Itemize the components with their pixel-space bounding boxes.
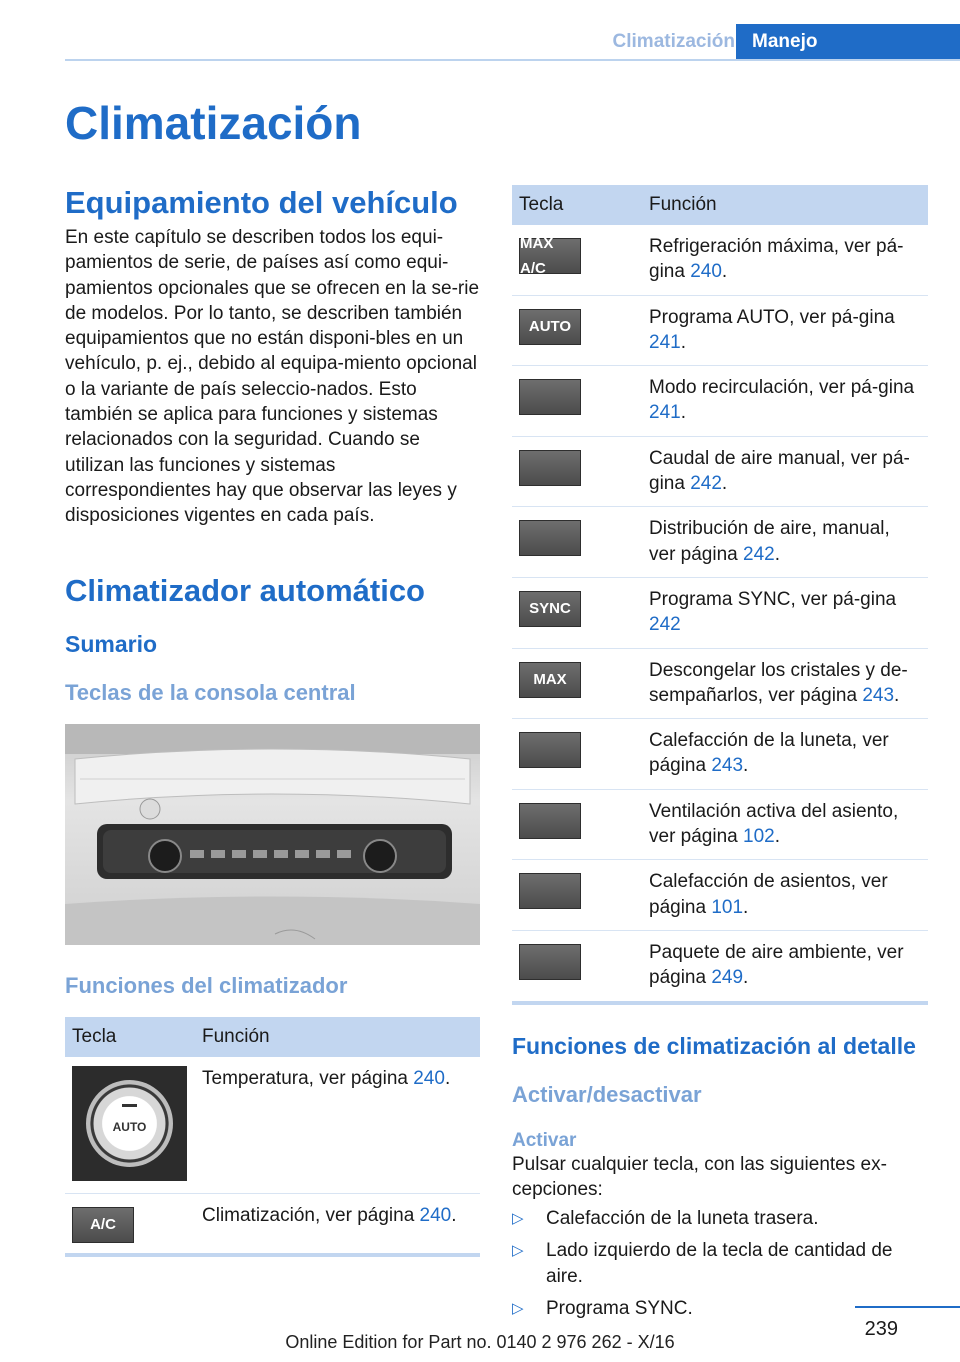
col-key-header: Tecla — [512, 185, 642, 225]
col-key-header: Tecla — [65, 1017, 195, 1057]
page-link[interactable]: 102 — [743, 826, 775, 848]
header-section: Climatización — [612, 31, 735, 52]
header-rule — [65, 59, 960, 61]
air-distribution-icon — [519, 520, 581, 556]
table-row: Ventilación activa del asiento, ver página 102. — [512, 789, 928, 860]
table-row: AUTO Temperatura, ver página 240. — [65, 1057, 480, 1194]
table-row: Calefacción de la luneta, ver página 243. — [512, 719, 928, 790]
console-illustration — [65, 724, 480, 945]
seat-ventilation-icon — [519, 803, 581, 839]
activar-heading: Activar — [512, 1129, 577, 1151]
page-link[interactable]: 101 — [711, 896, 744, 918]
header-tab[interactable]: Manejo — [736, 24, 960, 61]
max-ac-icon: MAX A/C — [519, 238, 581, 274]
auto-climate-heading: Climatizador automático — [65, 572, 425, 608]
detail-heading: Funciones de climatización al detalle — [512, 1032, 916, 1059]
sumario-heading: Sumario — [65, 630, 158, 657]
list-item: ▷ Calefacción de la luneta trasera. — [512, 1206, 928, 1231]
table-row: SYNC Programa SYNC, ver pá-gina 242 — [512, 577, 928, 648]
teclas-heading: Teclas de la consola central — [65, 679, 356, 705]
ac-key-icon: A/C — [72, 1207, 134, 1243]
page-link[interactable]: 243 — [862, 684, 895, 706]
seat-heating-icon — [519, 873, 581, 909]
page-link[interactable]: 243 — [711, 755, 744, 777]
activar-paragraph: Pulsar cualquier tecla, con las siguientes ex-cepciones: — [512, 1153, 887, 1200]
triangle-bullet-icon: ▷ — [512, 1242, 524, 1260]
left-key-table — [65, 1017, 480, 1257]
ambient-air-icon — [519, 944, 581, 980]
col-function-header: Función — [195, 1017, 480, 1057]
list-item: ▷ Lado izquierdo de la tecla de cantidad de aire. — [512, 1240, 893, 1287]
footer-text: Online Edition for Part no. 0140 2 976 262 - X/16 — [285, 1332, 675, 1352]
triangle-bullet-icon: ▷ — [512, 1210, 524, 1228]
center-console-photo — [65, 724, 480, 945]
temperature-knob-icon: AUTO — [72, 1066, 187, 1181]
page-link[interactable]: 242 — [690, 473, 722, 495]
fan-icon — [519, 450, 581, 486]
auto-icon: AUTO — [519, 309, 581, 345]
left-column — [65, 185, 480, 1257]
table-row: MAX Descongelar los cristales y de-sempañarlos, ver página 243. — [512, 648, 928, 719]
table-row: A/C Climatización, ver página 240. — [65, 1193, 480, 1255]
right-key-table — [512, 185, 928, 1005]
running-header — [65, 24, 960, 61]
table-row: Caudal de aire manual, ver pá-gina 242. — [512, 436, 928, 507]
page-link[interactable]: 242 — [743, 543, 775, 565]
activate-deactivate-heading: Activar/desactivar — [512, 1081, 702, 1107]
table-row: Modo recirculación, ver pá-gina 241. — [512, 366, 928, 437]
max-defrost-icon: MAX — [519, 662, 581, 698]
recirculation-icon — [519, 379, 581, 415]
col-function-header: Función — [642, 185, 928, 225]
funciones-heading: Funciones del climatizador — [65, 972, 348, 998]
triangle-bullet-icon: ▷ — [512, 1300, 524, 1318]
table-row: Calefacción de asientos, ver página 101. — [512, 860, 928, 931]
rear-window-heat-icon — [519, 732, 581, 768]
page-number: 239 — [864, 1318, 898, 1340]
exceptions-list — [512, 1206, 928, 1321]
equipment-paragraph: En este capítulo se describen todos los equi-pamientos de serie, de países así como equi-pamientos opcionales que se ofrecen en la se-rie de modelos. Por lo tanto, se describen también equipamientos que no están disponi-bles en un vehículo, p. ej., debido al equipa-miento opcional o la variante de país seleccio-nados. Esto también se aplica para funciones y sistemas relacionados con la seguridad. Cuando se utilizan las funciones y sistemas correspondientes hay que observar las leyes y disposiciones vigentes en cada país. — [65, 227, 480, 527]
page-link[interactable]: 241 — [649, 402, 681, 424]
equipment-heading: Equipamiento del vehículo — [65, 185, 458, 220]
page-link[interactable]: 240 — [413, 1067, 445, 1089]
page-number-rule — [855, 1306, 960, 1308]
page-title: Climatización — [65, 97, 362, 149]
page-link[interactable]: 240 — [690, 261, 722, 283]
sync-icon: SYNC — [519, 591, 581, 627]
table-row: AUTO Programa AUTO, ver pá-gina 241. — [512, 295, 928, 366]
right-column — [512, 185, 928, 1328]
table-row: Distribución de aire, manual, ver página 242. — [512, 507, 928, 578]
page-link[interactable]: 249 — [711, 967, 744, 989]
list-item: ▷ Programa SYNC. — [512, 1296, 928, 1321]
page-link[interactable]: 241 — [649, 331, 681, 353]
page-link[interactable]: 240 — [419, 1204, 452, 1226]
table-row: Paquete de aire ambiente, ver página 249. — [512, 930, 928, 1002]
page-link[interactable]: 242 — [649, 614, 681, 636]
table-row: MAX A/C Refrigeración máxima, ver pá-gina 240. — [512, 225, 928, 295]
